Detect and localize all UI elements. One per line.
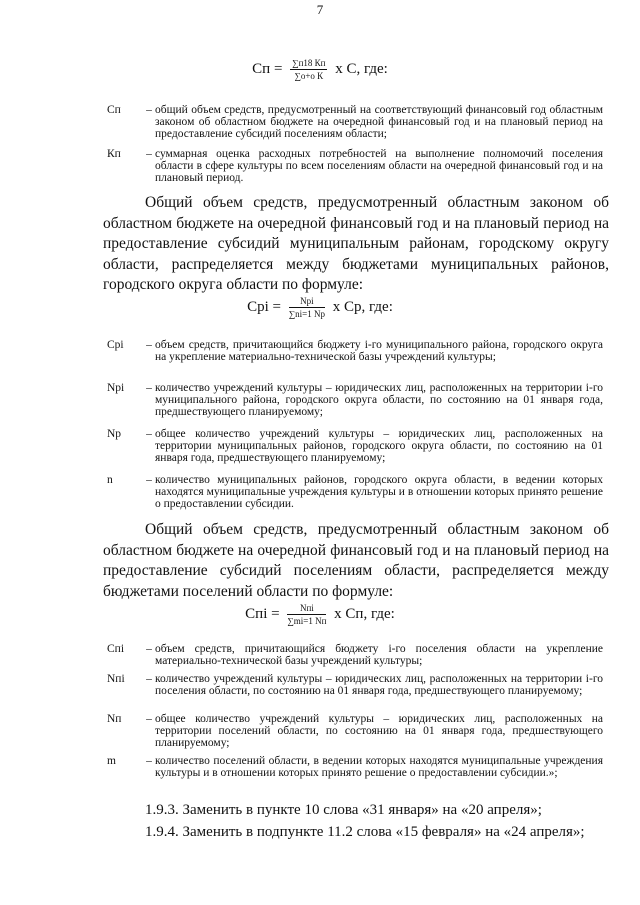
definition-term: Сп: [107, 104, 121, 116]
definition-item: [107, 382, 603, 422]
definition-item: [107, 713, 603, 753]
definition-item: [107, 428, 603, 468]
definition-text: объем средств, причитающийся бюджету i-го муниципального района, городского округа на укрепление материально-технической базы учреждений культуры;: [155, 339, 603, 363]
definition-text: общее количество учреждений культуры – юридических лиц, расположенных на территории муниципальных районов, городского округа области, по состоянию на 01 января года, предшествующего планируемому;: [155, 428, 603, 464]
definition-dash: –: [146, 339, 152, 351]
formula-1: [0, 58, 640, 81]
formula-3: [0, 603, 640, 626]
formula-2-lhs: Срi =: [247, 298, 281, 315]
definition-term: Спi: [107, 643, 125, 655]
definition-dash: –: [146, 104, 152, 116]
definition-term: Срi: [107, 339, 124, 351]
definition-item: [107, 474, 603, 514]
formula-2-rhs: х Ср, где:: [332, 298, 393, 315]
definition-item: [107, 673, 603, 713]
definition-dash: –: [146, 382, 152, 394]
definition-item: [107, 755, 603, 795]
formula-2-denominator: ∑ni=1 Nр: [288, 309, 325, 319]
definition-term: n: [107, 474, 113, 486]
definition-text: объем средств, причитающийся бюджету i-го поселения области на укрепление материально-технической базы учреждений культуры;: [155, 643, 603, 667]
definition-dash: –: [146, 755, 152, 767]
definition-dash: –: [146, 148, 152, 160]
definition-term: Nпi: [107, 673, 125, 685]
definition-term: Кп: [107, 148, 121, 160]
definition-item: [107, 339, 603, 379]
formula-3-denominator: ∑mi=1 Nп: [287, 616, 327, 626]
formula-1-lhs: Сп =: [252, 60, 283, 77]
formula-2: [0, 296, 640, 319]
definition-text: количество муниципальных районов, городского округа области, в ведении которых находятся муниципальные учреждения культуры и в отношении которых принято решение о предоставлении субсидии.: [155, 474, 603, 510]
formula-1-rhs: х С, где:: [335, 60, 388, 77]
definition-text: общий объем средств, предусмотренный на соответствующий финансовый год областным законом об областном бюджете на очередной финансовый год и на плановый период на предоставление субсидий поселениям области;: [155, 104, 603, 140]
definition-dash: –: [146, 428, 152, 440]
definition-text: количество поселений области, в ведении которых находятся муниципальные учреждения культуры и в отношении которых принято решение о предоставлении субсидии.»;: [155, 755, 603, 779]
definition-term: Nрi: [107, 382, 125, 394]
amendment-item: 1.9.4. Заменить в подпункте 11.2 слова «15 февраля» на «24 апреля»;: [145, 824, 585, 840]
definition-dash: –: [146, 713, 152, 725]
definition-dash: –: [146, 643, 152, 655]
paragraph-districts-distribution: Общий объем средств, предусмотренный областным законом об областном бюджете на очередной финансовый год и на плановый период на предоставление субсидий муниципальным районам, городскому округу области, распределяется между бюджетами муниципальных районов, городского округа области по формуле:: [103, 194, 609, 293]
formula-3-lhs: Спi =: [245, 605, 280, 622]
amendment-item: 1.9.3. Заменить в пункте 10 слова «31 января» на «20 апреля»;: [145, 802, 542, 818]
definition-dash: –: [146, 474, 152, 486]
definition-term: Nп: [107, 713, 122, 725]
definition-term: m: [107, 755, 116, 767]
definition-item: [107, 104, 603, 144]
definition-text: количество учреждений культуры – юридических лиц, расположенных на территории i-го поселения области, по состоянию на 01 января года, предшествующего планируемому;: [155, 673, 603, 697]
definition-item: [107, 643, 603, 671]
formula-2-numerator: Nрi: [289, 296, 325, 308]
definition-text: количество учреждений культуры – юридических лиц, расположенных на территории i-го муниципального района, городского округа области, по состоянию на 01 января года, предшествующего планируемому;: [155, 382, 603, 418]
definition-item: [107, 148, 603, 188]
definition-text: суммарная оценка расходных потребностей на выполнение полномочий поселения области в сфере культуры по всем поселениям области на очередной финансовый год и на плановый период.: [155, 148, 603, 184]
definition-text: общее количество учреждений культуры – юридических лиц, расположенных на территории поселений области, по состоянию на 01 января года, предшествующего планируемому;: [155, 713, 603, 749]
definition-term: Nр: [107, 428, 122, 440]
formula-1-denominator: ∑о+о К: [294, 71, 324, 81]
paragraph-settlements-distribution: Общий объем средств, предусмотренный областным законом об областном бюджете на очередной финансовый год и на плановый период на предоставление субсидий поселениям области, распределяется между бюджетами поселений области по формуле:: [103, 521, 609, 600]
page-number: 7: [316, 2, 324, 17]
formula-1-fraction: [290, 58, 327, 81]
formula-1-numerator: ∑п18 Кп: [292, 58, 326, 68]
formula-3-rhs: х Сп, где:: [334, 605, 395, 622]
formula-3-numerator: Nпi: [287, 603, 326, 615]
definition-dash: –: [146, 673, 152, 685]
formula-2-fraction: [289, 296, 325, 319]
formula-3-fraction: [287, 603, 326, 626]
